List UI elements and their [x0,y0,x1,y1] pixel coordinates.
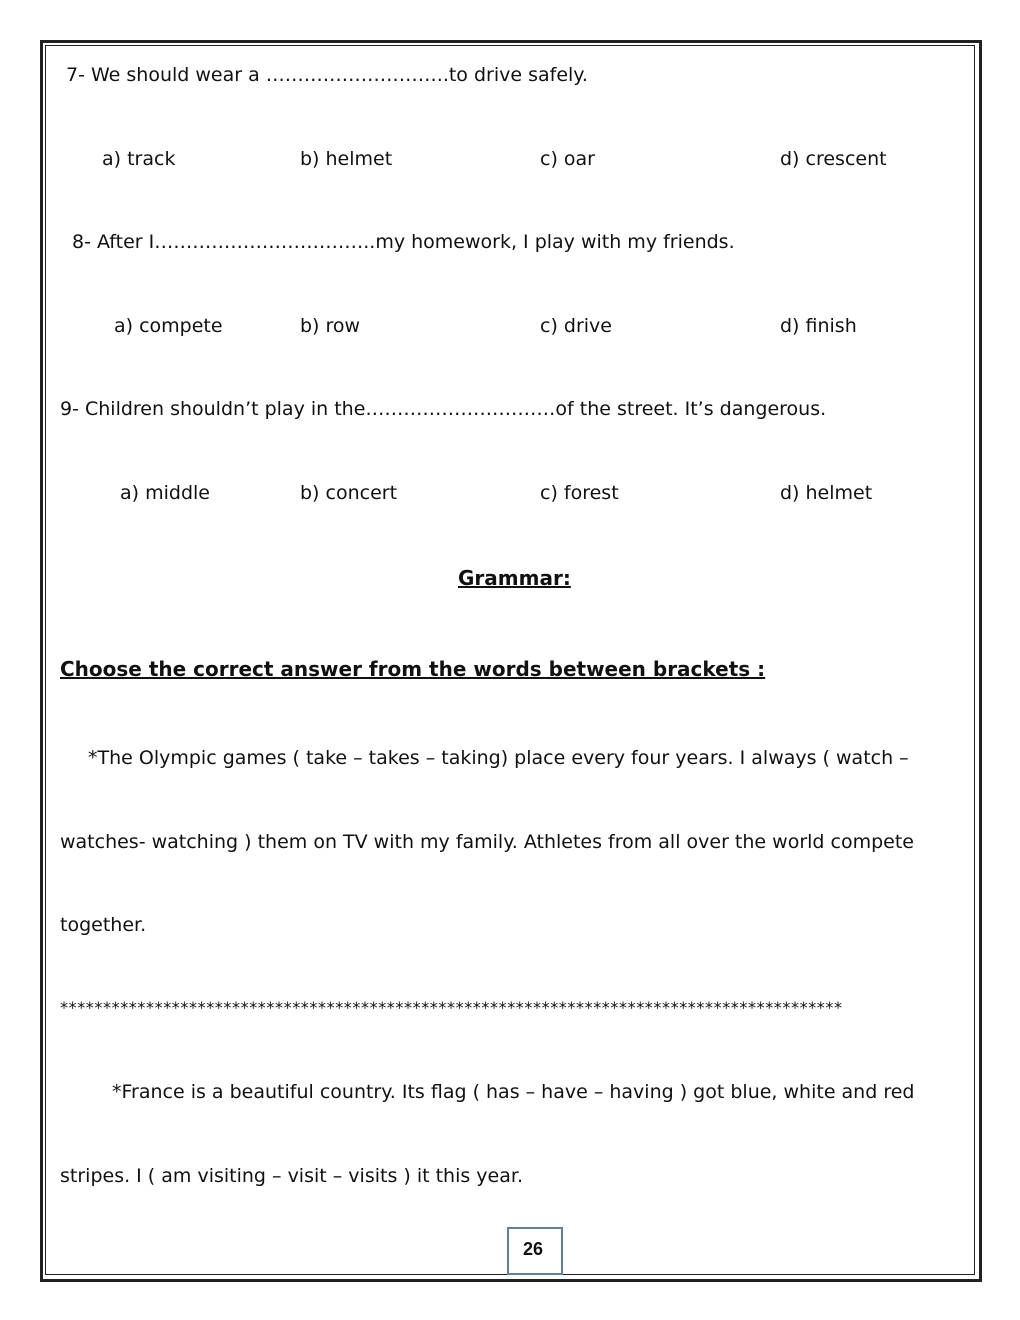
question-7-option-d: d) crescent [780,148,887,170]
grammar-instruction: Choose the correct answer from the words between brackets : [60,657,766,681]
star-separator: ******************************************************************************************* [60,998,843,1017]
passage-2-line-2: stripes. I ( am visiting – visit – visits ) it this year. [60,1165,523,1187]
question-9-option-c: c) forest [540,482,619,504]
question-7-option-c: c) oar [540,148,595,170]
question-7-option-b: b) helmet [300,148,393,170]
passage-2-line-1: *France is a beautiful country. Its flag ( has – have – having ) got blue, white and red [112,1081,915,1103]
question-8-option-a: a) compete [114,315,223,337]
passage-1-line-1: *The Olympic games ( take – takes – taking) place every four years. I always ( watch – [88,747,909,769]
question-7-text: 7- We should wear a ………………………..to drive safely. [66,64,588,86]
question-9-option-d: d) helmet [780,482,873,504]
question-8-option-b: b) row [300,315,361,337]
question-8-text: 8- After I……………………………..my homework, I play with my friends. [72,231,735,253]
question-8-option-d: d) finish [780,315,857,337]
question-9-option-b: b) concert [300,482,398,504]
passage-1-line-3: together. [60,914,147,936]
question-9-option-a: a) middle [120,482,210,504]
question-7-option-a: a) track [102,148,176,170]
question-8-option-c: c) drive [540,315,612,337]
passage-1-line-2: watches- watching ) them on TV with my family. Athletes from all over the world compete [60,831,914,853]
page-number: 26 [522,1239,544,1259]
question-9-text: 9- Children shouldn’t play in the…………………………of the street. It’s dangerous. [60,398,827,420]
grammar-heading: Grammar: [458,566,571,590]
